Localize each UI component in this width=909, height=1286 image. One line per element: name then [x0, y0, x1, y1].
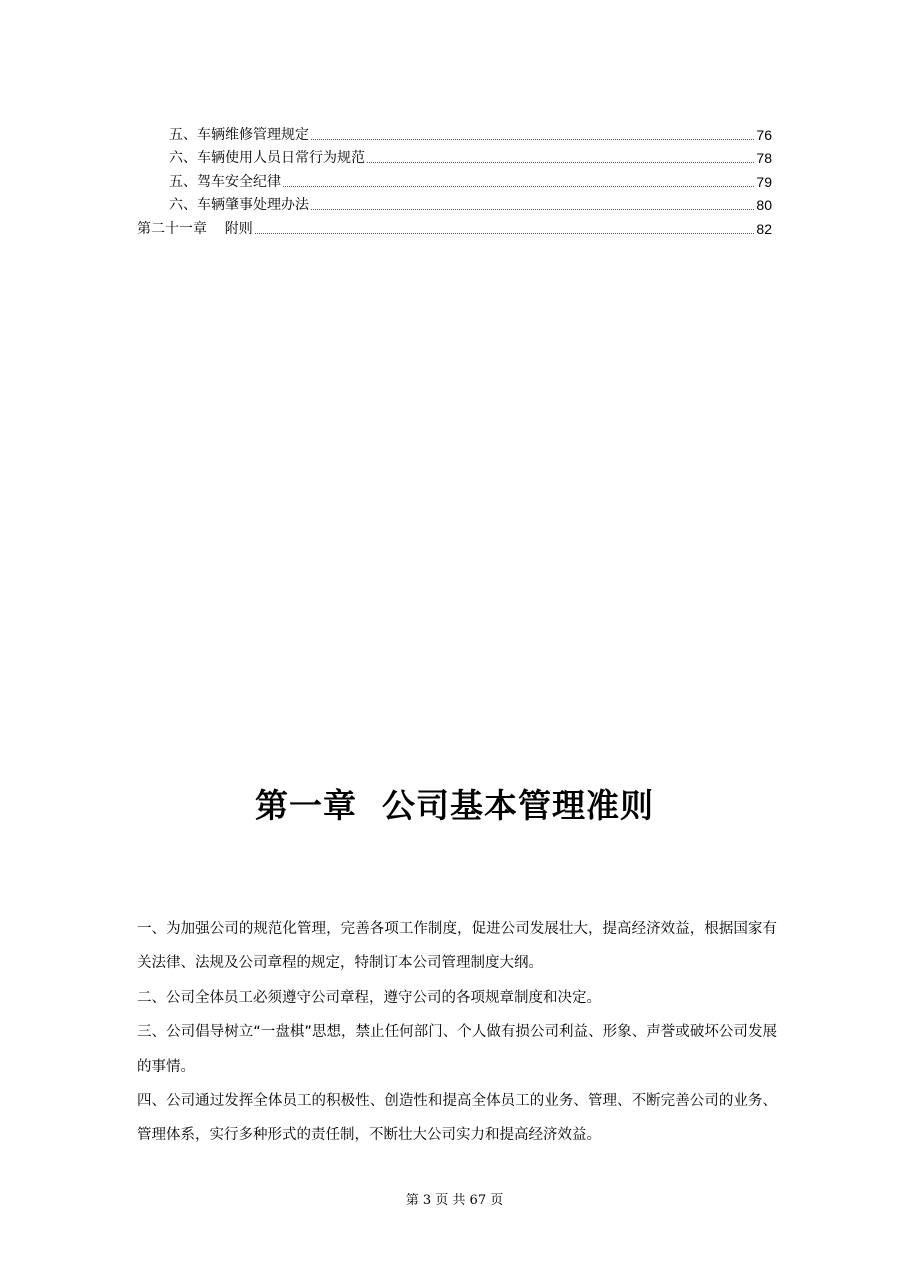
page-footer: 第 3 页 共 67 页 [405, 1193, 504, 1208]
toc-leader-dots [367, 162, 754, 163]
paragraph: 四、公司通过发挥全体员工的积极性、创造性和提高全体员工的业务、管理、不断完善公司的业务、管理体系，实行多种形式的责任制，不断壮大公司实力和提高经济效益。 [137, 1093, 777, 1144]
toc-entry-page: 78 [756, 150, 772, 167]
paragraph: 一、为加强公司的规范化管理，完善各项工作制度，促进公司发展壮大，提高经济效益，根据国家有关法律、法规及公司章程的规定，特制订本公司管理制度大纲。 [137, 921, 777, 972]
toc-entry-page: 76 [756, 126, 772, 143]
toc-leader-dots [283, 186, 754, 187]
paragraph: 二、公司全体员工必须遵守公司章程，遵守公司的各项规章制度和决定。 [137, 989, 601, 1006]
toc-entry-title: 第二十一章 附则 [137, 220, 253, 237]
toc-entry-page: 82 [756, 220, 772, 237]
toc-entry-title: 六、车辆肇事处理办法 [169, 197, 309, 214]
toc-entry-title: 六、车辆使用人员日常行为规范 [169, 150, 365, 167]
toc-leader-dots [311, 139, 754, 140]
toc-entry-page: 80 [756, 197, 772, 214]
table-of-contents [137, 121, 772, 239]
chapter-title: 第一章 公司基本管理准则 [255, 786, 654, 825]
toc-entry[interactable] [137, 145, 772, 169]
toc-leader-dots [255, 233, 755, 234]
toc-leader-dots [311, 209, 754, 210]
chapter-body [137, 912, 777, 1153]
toc-entry[interactable] [137, 192, 772, 216]
toc-entry-page: 79 [756, 173, 772, 190]
paragraph: 三、公司倡导树立“一盘棋”思想，禁止任何部门、个人做有损公司利益、形象、声誉或破坏公司发展的事情。 [137, 1024, 777, 1075]
toc-entry-title: 五、驾车安全纪律 [169, 173, 281, 190]
toc-entry[interactable] [137, 168, 772, 192]
toc-entry[interactable] [137, 215, 772, 239]
toc-entry-title: 五、车辆维修管理规定 [169, 126, 309, 143]
toc-entry[interactable] [137, 121, 772, 145]
